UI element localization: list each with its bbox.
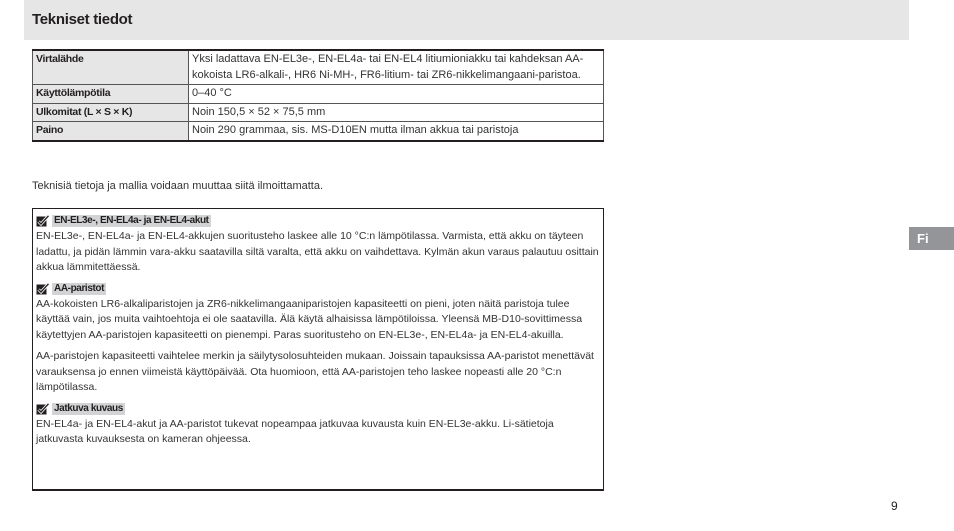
checkmark-icon (36, 283, 49, 295)
note-heading-text: AA-paristot (54, 282, 105, 294)
note-heading (36, 281, 600, 297)
note-heading (36, 213, 600, 229)
spec-value: Yksi ladattava EN-EL3e-, EN-EL4a- tai EN-EL4 litiumioniakku tai kahdeksan AA-kokoista LR6-alkali-, HR6 Ni-MH-, FR6-litium- tai ZR6-nikkelimangaani-paristoa. (189, 50, 604, 85)
language-tab: Fi (909, 227, 954, 250)
spec-row-temperature (33, 85, 604, 104)
notes-box (32, 208, 604, 491)
note-paragraph: EN-EL3e-, EN-EL4a- ja EN-EL4-akkujen suoritusteho laskee alle 10 °C:n lämpötilassa. Varmista, että akku on täyteen ladattu, ja pidän lämmin vara-akku saatavilla siltä varalta, että akku on vaihdettava. Kylmän akun varaus palautuu osittain akkua lämmitettäessä. (36, 230, 599, 273)
note-heading-text: EN-EL3e-, EN-EL4a- ja EN-EL4-akut (54, 215, 209, 226)
note-heading-text: Jatkuva kuvaus (54, 402, 123, 414)
page-number: 9 (891, 499, 898, 513)
header-bar (24, 0, 909, 40)
spec-label: Käyttölämpötila (33, 85, 189, 104)
specs-table (32, 49, 604, 142)
note-paragraph: EN-EL4a- ja EN-EL4-akut ja AA-paristot tukevat nopeampaa jatkuvaa kuvausta kuin EN-EL3e-akku. Li-sätietoja jatkuvasta kuvauksesta on kameran ohjeessa. (36, 417, 554, 445)
spec-label: Paino (33, 122, 189, 141)
spec-value: 0–40 °C (189, 85, 604, 104)
checkmark-icon (36, 215, 49, 227)
spec-label: Ulkomitat (L × S × K) (33, 103, 189, 122)
note-section-batteries (36, 213, 600, 276)
change-notice: Teknisiä tietoja ja mallia voidaan muuttaa siitä ilmoittamatta. (32, 180, 324, 192)
spec-row-weight (33, 122, 604, 141)
page-title: Tekniset tiedot (32, 11, 133, 28)
spec-value: Noin 290 grammaa, sis. MS-D10EN mutta ilman akkua tai paristoja (189, 122, 604, 141)
note-section-continuous (36, 401, 600, 448)
spec-label: Virtalähde (33, 50, 189, 85)
note-paragraph: AA-paristojen kapasiteetti vaihtelee merkin ja säilytysolosuhteiden mukaan. Joissain tapauksissa AA-paristot menettävät varauksensa jo ennen viimeistä käyttöpäivää. Ota huomioon, että AA-paristojen teho laskee nopeasti alle 20 °C:n lämpötilassa. (36, 350, 594, 393)
checkmark-icon (36, 403, 49, 415)
spec-value: Noin 150,5 × 52 × 75,5 mm (189, 103, 604, 122)
spec-row-dimensions (33, 103, 604, 122)
spec-row-power (33, 50, 604, 85)
note-section-aa-batteries (36, 281, 600, 396)
note-paragraph: AA-kokoisten LR6-alkaliparistojen ja ZR6-nikkelimangaaniparistojen kapasiteetti on pieni, joten näitä paristoja tulee käyttää vain, jos muita vaihtoehtoja ei ole saatavilla. Älä käytä alhaisissa lämpötiloissa. Yleensä MB-D10-sovittimessa käytettyjen AA-paristojen kapasiteetti on pienempi. Paras suoritusteho on EN-EL3e-, EN-EL4a- ja EN-EL4-akuilla. (36, 297, 583, 341)
note-heading (36, 401, 600, 417)
